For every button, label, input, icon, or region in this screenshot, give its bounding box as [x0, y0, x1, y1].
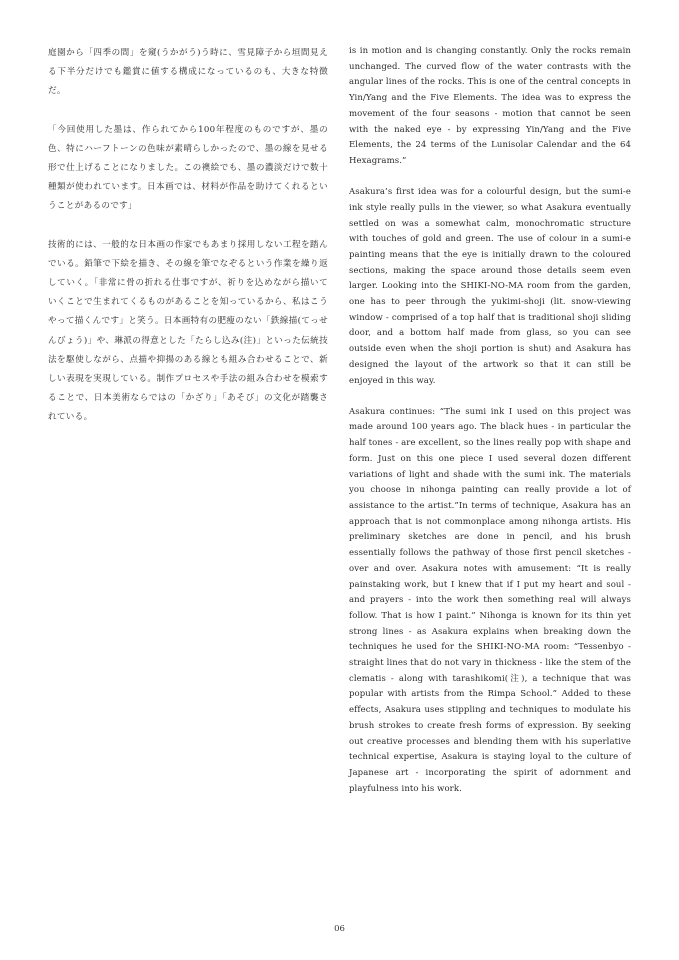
en-paragraph-2: Asakura’s first idea was for a colourful design, but the sumi-e ink style really pulls in the viewer, so what Asakura eventually settled on was a somewhat calm, monochromatic structure with touches of gold and green. The use of colour in a sumi-e painting means that the eye is initially drawn to the coloured sections, making the space around those details seem even larger. Looking into the SHIKI-NO-MA room from the garden, one has to peer through the yukimi-shoji (lit. snow-viewing window - comprised of a top half that is traditional shoji sliding door, and a bottom half made from glass, so you can see outside even when the shoji portion is shut) and Asakura has designed the layout of the artwork so that it can still be enjoyed in this way. [349, 187, 631, 386]
en-paragraph-3: Asakura continues: “The sumi ink I used on this project was made around 100 years ago. The black hues - in particular the half tones - are excellent, so the lines really pop with shape and form. Just on this one piece I used several dozen different variations of light and shade with the sumi ink. The materials you choose in nihonga painting can really provide a lot of assistance to the artist.”In terms of technique, Asakura has an approach that is not commonplace among nihonga artists. His preliminary sketches are done in pencil, and his brush essentially follows the pathway of those first pencil sketches - over and over. Asakura notes with amusement: “It is really painstaking work, but I knew that if I put my heart and soul - and prayers - into the work then something real will always follow. That is how I paint.” Nihonga is known for its thin yet strong lines - as Asakura explains when breaking down the techniques he used for the SHIKI-NO-MA room: “Tessenbyo - straight lines that do not vary in thickness - like the stem of the clematis - along with tarashikomi(注), a technique that was popular with artists from the Rimpa School.” Added to these effects, Asakura uses stippling and techniques to modulate his brush strokes to create fresh forms of expression. By seeking out creative processes and blending them with his superlative technical expertise, Asakura is staying loyal to the culture of Japanese art - incorporating the spirit of adornment and playfulness into his work. [349, 406, 631, 794]
english-text-column [349, 44, 631, 813]
jp-paragraph-2: 「今回使用した墨は、作られてから100年程度のものですが、墨の色、特にハーフトーンの色味が素晴らしかったので、墨の線を見せる形で仕上げることになりました。この襖絵でも、墨の濃淡だけで数十種類が使われています。日本画では、材料が作品を助けてくれるということがあるのです」 [48, 124, 328, 212]
page-number: 06 [334, 924, 345, 934]
jp-paragraph-1: 庭園から「四季の間」を窺(うかがう)う時に、雪見障子から垣間見える下半分だけでも鑑賞に値する構成になっているのも、大きな特徴だ。 [48, 48, 328, 97]
jp-paragraph-3: 技術的には、一般的な日本画の作家でもあまり採用しない工程を踏んでいる。鉛筆で下絵を描き、その線を筆でなぞるという作業を繰り返していく。「非常に骨の折れる仕事ですが、祈りを込めながら描いていくことで生まれてくるものがあることを知っているから、私はこうやって描くんです」と笑う。日本画特有の肥瘦のない「鉄線描(てっせんびょう)」や、琳派の得意とした「たらし込み(注)」といった伝統技法を駆使しながら、点描や抑揚のある線とも組み合わせることで、新しい表現を実現している。制作プロセスや手法の組み合わせを模索することで、日本美術ならではの「かざり」「あそび」の文化が踏襲されている。 [48, 239, 328, 423]
en-paragraph-1: is in motion and is changing constantly. Only the rocks remain unchanged. The curved flow of the water contrasts with the angular lines of the rocks. This is one of the central concepts in Yin/Yang and the Five Elements. The idea was to express the movement of the four seasons - motion that cannot be seen with the naked eye - by expressing Yin/Yang and the Five Elements, the 24 terms of the Lunisolar Calendar and the 64 Hexagrams.” [349, 46, 631, 166]
japanese-text-column [48, 44, 328, 447]
